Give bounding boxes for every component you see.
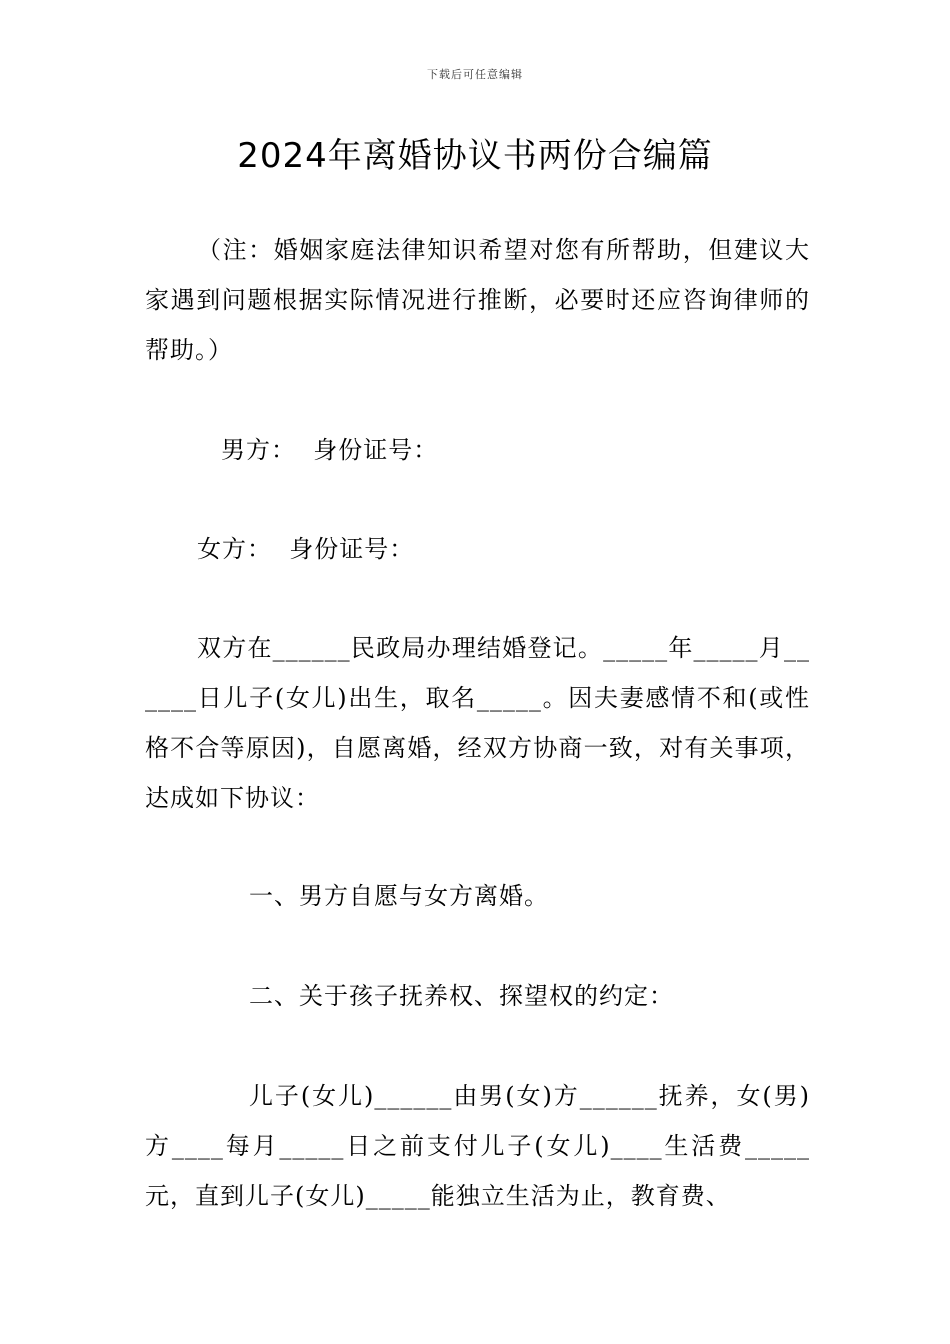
custody-paragraph: 儿子(女儿)______由男(女)方______抚养，女(男)方____每月_____日之前支付儿子(女儿)____生活费_____元，直到儿子(女儿)_____能独立生活为止，教育费、: [145, 1082, 810, 1210]
marriage-info-paragraph: 双方在______民政局办理结婚登记。_____年_____月______日儿子(女儿)出生，取名_____。因夫妻感情不和(或性格不合等原因)，自愿离婚，经双方协商一致，对有关事项，达成如下协议：: [145, 634, 810, 812]
male-party-line: 男方： 身份证号：: [221, 436, 439, 464]
clause-two-heading: 二、关于孩子抚养权、探望权的约定：: [249, 982, 674, 1010]
clause-one: 一、男方自愿与女方离婚。: [249, 882, 549, 910]
header-note: 下载后可任意编辑: [427, 68, 523, 81]
female-party-line: 女方： 身份证号：: [197, 535, 415, 563]
disclaimer-paragraph: （注：婚姻家庭法律知识希望对您有所帮助，但建议大家遇到问题根据实际情况进行推断，必要时还应咨询律师的帮助。）: [145, 236, 810, 364]
document-title: 2024年离婚协议书两份合编篇: [237, 136, 713, 176]
